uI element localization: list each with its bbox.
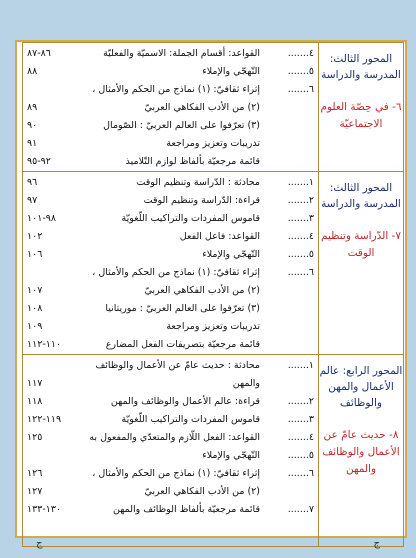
entry-number: ١....... xyxy=(287,177,314,188)
unit-heading-cell xyxy=(319,43,404,172)
toc-entry xyxy=(27,228,314,246)
entry-pages: ٩٠ xyxy=(27,120,38,131)
entry-pages: ٨٦-٨٧ xyxy=(27,48,51,59)
entry-number: ٣....... xyxy=(287,414,314,425)
entry-number: ٣....... xyxy=(287,213,314,224)
unit-title: ٦- في حِصّة العلوم الاجتماعيّة xyxy=(320,101,402,130)
toc-entry xyxy=(27,264,314,282)
entry-pages: ١١٧ xyxy=(27,378,43,389)
top-background xyxy=(0,0,416,40)
entry-pages: ١٠٢ xyxy=(27,231,43,242)
toc-entry xyxy=(27,282,314,300)
entry-text: (٣) تعرّفوا على العالم العربيّ : موريتانيا xyxy=(105,303,260,314)
entry-text: قاموس المفردات والتراكيب اللّغويّة xyxy=(121,414,260,425)
entry-number: ٥....... xyxy=(287,450,314,461)
entry-pages: ١٠٩ xyxy=(27,321,43,332)
entry-number: ٥....... xyxy=(287,249,314,260)
page-footer-right: ج xyxy=(373,538,380,549)
toc-entry xyxy=(27,210,314,228)
entry-number: ٤....... xyxy=(287,432,314,443)
toc-entry xyxy=(27,45,314,63)
entry-number: ٦....... xyxy=(287,84,314,95)
toc-entry xyxy=(27,318,314,336)
entry-number: ٢....... xyxy=(287,195,314,206)
toc-entry xyxy=(27,153,314,171)
toc-entry xyxy=(27,483,314,501)
entry-number: ٦....... xyxy=(287,468,314,479)
entry-text: إثراء ثقافيّ: (١) نماذج من الحكم والأمثال ، xyxy=(92,84,260,95)
entry-text: قراءة: الدّراسة وتنظيم الوقت xyxy=(143,195,260,206)
entry-pages: ٩٨-١٠١ xyxy=(27,213,56,224)
toc-entry xyxy=(27,429,314,447)
entry-text: قائمة مرجعيّة بألفاظ لوازم التّلاميذ xyxy=(125,156,260,167)
toc-entry xyxy=(27,135,314,153)
toc-entry xyxy=(27,393,314,411)
toc-entry xyxy=(27,411,314,429)
entry-pages: ٩١ xyxy=(27,138,38,149)
entry-text: (٢) من الأدب الفكاهي العربيّ xyxy=(144,102,260,113)
unit-heading-cell xyxy=(319,355,404,547)
entry-pages: ١١٨ xyxy=(27,396,43,407)
entry-pages: ١٣٠-١٣٣ xyxy=(27,504,62,515)
axis-label: المحور الثالث: المدرسة والدراسة xyxy=(321,53,401,81)
entry-pages: ١٢٥ xyxy=(27,432,43,443)
unit-contents-cell xyxy=(23,355,319,547)
entry-text: إثراء ثقافيّ: (١) نماذج من الحكم والأمثال ، xyxy=(92,468,260,479)
entry-number: ٧....... xyxy=(287,504,314,515)
entry-pages: ١١٩-١٢٢ xyxy=(27,414,62,425)
unit-contents-cell xyxy=(23,172,319,355)
entry-pages: ١٠٦ xyxy=(27,249,43,260)
entry-text: قائمة مرجعيّة بتصريفات الفعل المضارع xyxy=(105,339,260,350)
entry-number: ٤....... xyxy=(287,231,314,242)
unit-row xyxy=(23,355,404,547)
entry-text: قراءة: عالم الأعمال والوظائف والمهن xyxy=(110,396,260,407)
entry-number: ١....... xyxy=(287,360,314,371)
entry-text: القواعد: أقسام الجملة: الاسميّة والفعليّة xyxy=(103,48,260,59)
entry-text: والمهن xyxy=(232,378,260,389)
entry-pages: ١٢٦ xyxy=(27,468,43,479)
entry-pages: ٨٩ xyxy=(27,102,38,113)
entry-pages: ١٠٨ xyxy=(27,303,43,314)
entry-pages: ٨٨ xyxy=(27,66,38,77)
entry-text: القواعد: فاعل الفعل xyxy=(179,231,260,242)
toc-entry xyxy=(27,63,314,81)
entry-pages: ٩٧ xyxy=(27,195,38,206)
entry-pages: ١٢٧ xyxy=(27,486,43,497)
entry-number: ٥....... xyxy=(287,66,314,77)
toc-entry xyxy=(27,99,314,117)
toc-entry xyxy=(27,447,314,465)
entry-text: تدريبات وتعزيز ومراجعة xyxy=(166,138,260,149)
toc-entry xyxy=(27,300,314,318)
toc-entry xyxy=(27,375,314,393)
entry-text: (٣) تعرّفوا على العالم العربيّ : الصّومال xyxy=(103,120,260,131)
entry-text: التّهجّي والإملاء xyxy=(202,249,260,260)
entry-text: محادثة : حديث عامّ عن الأعمال والوظائف xyxy=(95,360,260,371)
toc-entry xyxy=(27,336,314,354)
entry-text: قاموس المفردات والتراكيب اللّغويّة xyxy=(121,213,260,224)
entry-pages: ٩٦ xyxy=(27,177,38,188)
toc-entry xyxy=(27,117,314,135)
entry-text: التّهجّي والإملاء xyxy=(202,450,260,461)
unit-contents-cell xyxy=(23,43,319,172)
unit-title: ٨- حديث عامّ عن الأعمال والوظائف والمهن xyxy=(322,429,400,475)
entry-text: محادثة : الدّراسة وتنظيم الوقت xyxy=(136,177,260,188)
entry-text: التّهجّي والإملاء xyxy=(202,66,260,77)
toc-entry xyxy=(27,501,314,519)
unit-row xyxy=(23,172,404,355)
axis-label: المحور الثالث: المدرسة والدراسة xyxy=(321,182,401,210)
toc-entry xyxy=(27,465,314,483)
entry-text: تدريبات وتعزيز ومراجعة xyxy=(166,321,260,332)
entry-number: ٢....... xyxy=(287,396,314,407)
toc-entry xyxy=(27,174,314,192)
axis-label: المحور الرابع: عالم الأعمال والمهن والوظائف xyxy=(319,365,403,409)
entry-pages: ٩٢-٩٥ xyxy=(27,156,51,167)
toc-entry xyxy=(27,246,314,264)
entry-text: (٢) من الأدب الفكاهي العربيّ xyxy=(144,285,260,296)
entry-text: القواعد: الفعل اللّازم والمتعدّي والمفعول به xyxy=(89,432,260,443)
entry-text: (٢) من الأدب الفكاهي العربيّ xyxy=(144,486,260,497)
unit-title: ٧- الدّراسة وتنظيم الوقت xyxy=(320,230,402,259)
entry-text: قائمة مرجعيّة بألفاظ الوظائف والمهن xyxy=(112,504,260,515)
page-footer-left: ج xyxy=(36,538,43,549)
entry-pages: ١٠٧ xyxy=(27,285,43,296)
entry-number: ٤....... xyxy=(287,48,314,59)
entry-number: ٦....... xyxy=(287,267,314,278)
toc-entry xyxy=(27,192,314,210)
entry-text: إثراء ثقافيّ: (١) نماذج من الحكم والأمثال ، xyxy=(92,267,260,278)
entry-pages: ١١٠-١١٢ xyxy=(27,339,62,350)
toc-entry xyxy=(27,81,314,99)
unit-heading-cell xyxy=(319,172,404,355)
toc-entry xyxy=(27,357,314,375)
unit-row xyxy=(23,43,404,172)
table-of-contents xyxy=(22,42,404,547)
